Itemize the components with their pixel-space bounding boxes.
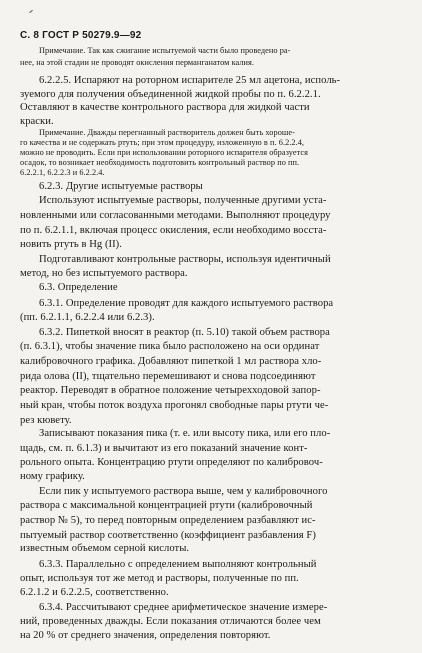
text-line: рида олова (II), тщательно перемешивают и снова подсоединяют (20, 371, 316, 382)
text-line: 6.3.3. Параллельно с определением выполняют контрольный (39, 559, 317, 570)
scan-mark (29, 10, 33, 13)
text-line: 6.3.2. Пипеткой вносят в реактор (п. 5.10) такой объем раствора (39, 327, 330, 338)
text-line: Подготавливают контрольные растворы, используя идентичный (39, 254, 331, 265)
text-line: метод, но без испытуемого раствора. (20, 268, 188, 279)
text-line: рез кювету. (20, 415, 72, 426)
text-line: Если пик у испытуемого раствора выше, чем у калибровочного (39, 486, 328, 497)
text-line: краски. (20, 116, 54, 127)
text-line: известным объемом серной кислоты. (20, 543, 190, 554)
text-line: рольного опыта. Концентрацию ртути определяют по калибровоч- (20, 457, 323, 468)
text-line: 6.3. Определение (39, 282, 118, 293)
text-line: (пп. 6.2.1.1, 6.2.2.4 или 6.2.3). (20, 312, 155, 323)
text-line: 6.3.4. Рассчитывают среднее арифметическое значение измере- (39, 602, 328, 613)
text-line: ному графику. (20, 471, 85, 482)
text-line: щадь, см. п. 6.1.3) и вычитают из его показаний значение конт- (20, 443, 308, 454)
text-line: Оставляют в качестве контрольного раствора для жидкой части (20, 102, 310, 113)
text-line: 6.3.1. Определение проводят для каждого испытуемого раствора (39, 298, 334, 309)
note-line: можно не проводить. Если при использовании роторного испарителя образуется (20, 148, 308, 157)
note-line: осадок, то возникает необходимость подготовить контрольный раствор по пп. (20, 158, 300, 167)
text-line: новленными или согласованными методами. Выполняют процедуру (20, 210, 331, 221)
page-header: С. 8 ГОСТ Р 50279.9—92 (20, 30, 142, 41)
text-line: зуемого для получения объединенной жидкой пробы по п. 6.2.2.1. (20, 89, 321, 100)
text-line: Записывают показания пика (т. е. или высоту пика, или его пло- (39, 428, 331, 439)
note-line: го качества и не содержать ртуть; при этом процедуру, изложенную в п. 6.2.2.4, (20, 138, 305, 147)
text-line: калибровочного графика. Добавляют пипеткой 1 мл раствора хло- (20, 356, 322, 367)
text-line: 6.2.2.5. Испаряют на роторном испарителе 25 мл ацетона, исполь- (39, 75, 341, 86)
text-line: по п. 6.2.1.1, включая процесс окисления, если необходимо восста- (20, 225, 327, 236)
text-line: пытуемый раствор соответственно (коэффициент разбавления F) (20, 530, 316, 541)
text-line: реактор. Переводят в обратное положение четырехходовой запор- (20, 385, 321, 396)
text-line: раствора с максимальной концентрацией ртути (калибровочный (20, 500, 313, 511)
note-line: 6.2.2.1, 6.2.2.3 и 6.2.2.4. (20, 168, 105, 177)
text-line: ний, проведенных дважды. Если показания отличаются более чем (20, 616, 321, 627)
text-line: 6.2.3. Другие испытуемые растворы (39, 181, 203, 192)
note-line: нее, на этой стадии не проводят окисления перманганатом калия. (20, 58, 255, 67)
text-line: на 20 % от среднего значения, определения повторяют. (20, 630, 271, 641)
note-line: Примечание. Дважды перегнанный растворитель должен быть хороше- (39, 128, 295, 137)
text-line: 6.2.1.2 и 6.2.2.5, соответственно. (20, 587, 169, 598)
text-line: (п. 6.3.1), чтобы значение пика было расположено на оси ординат (20, 341, 320, 352)
text-line: опыт, используя тот же метод и растворы, полученные по пп. (20, 573, 299, 584)
text-line: Используют испытуемые растворы, полученные другими уста- (39, 195, 327, 206)
text-line: новить ртуть в Hg (II). (20, 239, 122, 250)
text-line: раствор № 5), то перед повторным определением разбавляют ис- (20, 515, 316, 526)
text-line: ный кран, чтобы поток воздуха прогонял свободные пары ртути че- (20, 400, 329, 411)
note-line: Примечание. Так как сжигание испытуемой части было проведено ра- (39, 46, 291, 55)
